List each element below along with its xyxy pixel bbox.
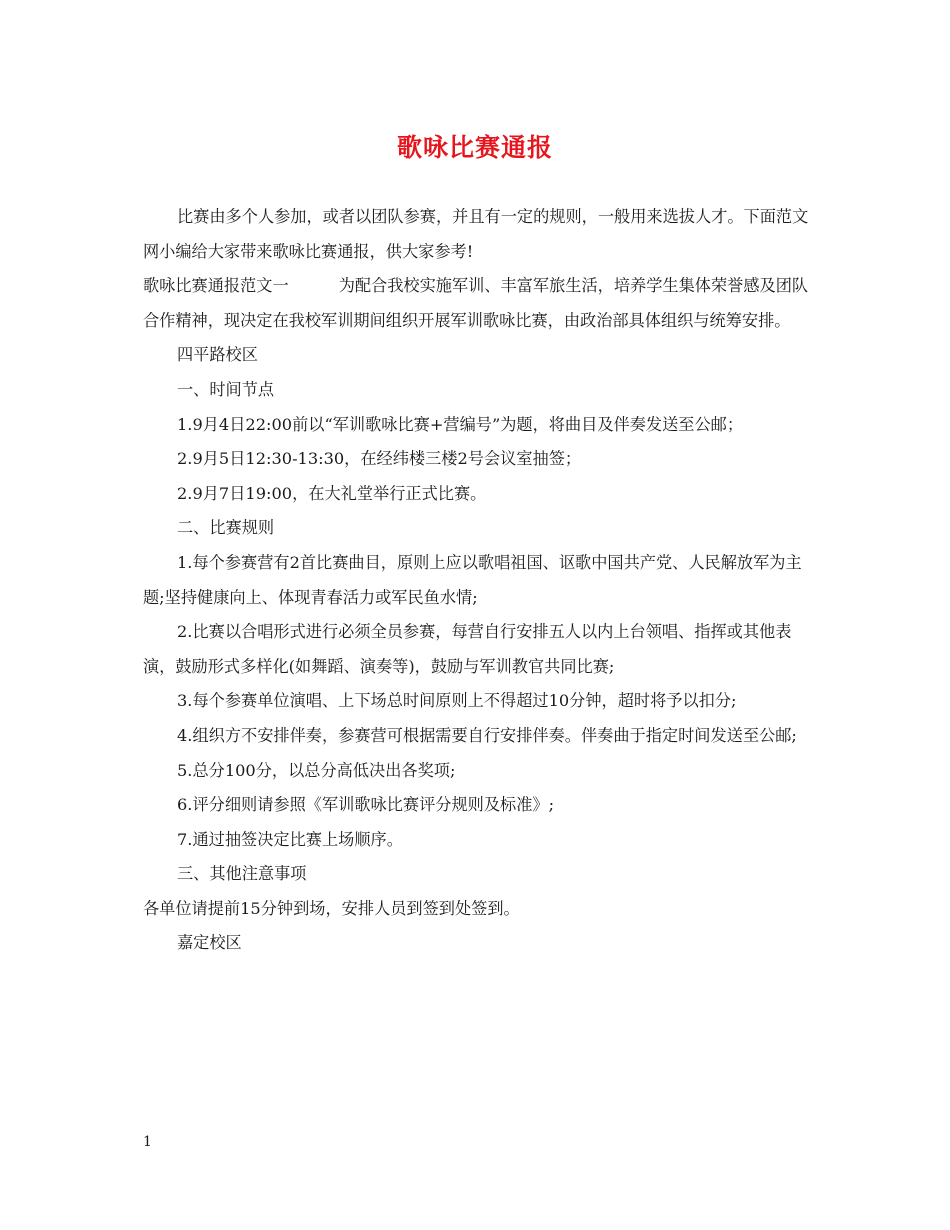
timeline-item: 2.9月7日19:00，在大礼堂举行正式比赛。 xyxy=(177,483,487,503)
rule-item: 2.比赛以合唱形式进行必须全员参赛，每营自行安排五人以内上台领唱、指挥或其他表演，鼓励形式多样化(如舞蹈、演奏等)，鼓励与军训教官共同比赛; xyxy=(143,622,792,676)
rule-item: 4.组织方不安排伴奏，参赛营可根据需要自行安排伴奏。伴奏曲于指定时间发送至公邮; xyxy=(177,725,797,745)
rule-item: 5.总分100分，以总分高低决出各奖项; xyxy=(177,760,456,780)
notes-text: 各单位请提前15分钟到场，安排人员到签到处签到。 xyxy=(143,898,520,918)
timeline-item: 1.9月4日22:00前以“军训歌咏比赛+营编号”为题，将曲目及伴奏发送至公邮； xyxy=(177,414,744,434)
sample-label: 歌咏比赛通报范文一 xyxy=(143,276,289,296)
section-heading-notes: 三、其他注意事项 xyxy=(177,864,307,884)
rule-item: 1.每个参赛营有2首比赛曲目，原则上应以歌唱祖国、讴歌中国共产党、人民解放军为主题;坚持健康向上、体现青春活力或军民鱼水情; xyxy=(143,552,802,607)
rule-item: 3.每个参赛单位演唱、上下场总时间原则上不得超过10分钟，超时将予以扣分; xyxy=(177,691,737,711)
section-heading-timeline: 一、时间节点 xyxy=(177,379,275,399)
document-body xyxy=(143,200,813,961)
section-heading-rules: 二、比赛规则 xyxy=(177,518,275,538)
sample-text: 为配合我校实施军训、丰富军旅生活，培养学生集体荣誉感及团队合作精神，现决定在我校军训期间组织开展军训歌咏比赛，由政治部具体组织与统筹安排。 xyxy=(143,276,809,330)
sample-paragraph xyxy=(143,269,813,338)
timeline-item: 2.9月5日12:30-13:30，在经纬楼三楼2号会议室抽签； xyxy=(177,449,582,469)
rule-item: 7.通过抽签决定比赛上场顺序。 xyxy=(177,829,403,849)
campus-heading-siping: 四平路校区 xyxy=(177,345,258,365)
rule-item: 6.评分细则请参照《军训歌咏比赛评分规则及标准》; xyxy=(177,795,555,815)
document-title: 歌咏比赛通报 xyxy=(396,133,553,162)
page-number: 1 xyxy=(143,1134,152,1150)
campus-heading-jiading: 嘉定校区 xyxy=(177,933,242,953)
intro-paragraph: 比赛由多个人参加，或者以团队参赛，并且有一定的规则，一般用来选拔人才。下面范文网小编给大家带来歌咏比赛通报，供大家参考! xyxy=(143,207,809,261)
